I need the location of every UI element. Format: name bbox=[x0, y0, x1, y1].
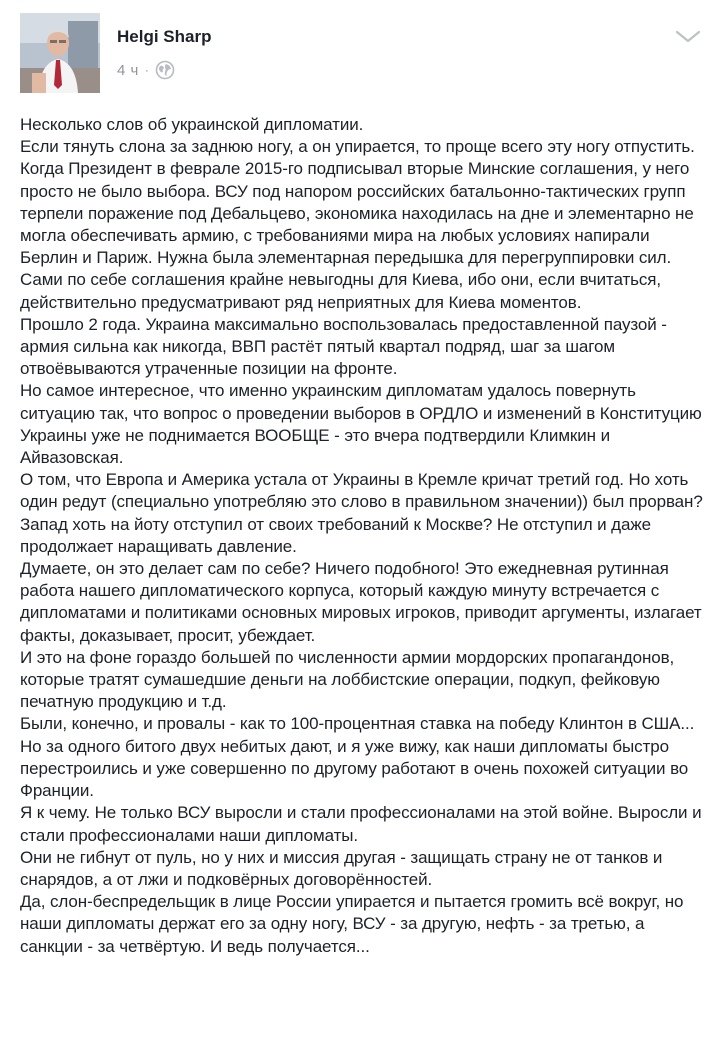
post-time[interactable]: 4 ч bbox=[117, 61, 139, 79]
chevron-down-icon[interactable] bbox=[674, 26, 702, 46]
post-paragraph: Прошло 2 года. Украина максимально воспользовалась предоставленной паузой - армия сильна как никогда, ВВП растёт пятый квартал подряд, шаг за шагом отвоёвываются утраченные позиции на фронте. bbox=[20, 314, 667, 379]
post-meta bbox=[117, 60, 175, 80]
post-paragraph: Я к чему. Не только ВСУ выросли и стали профессионалами на этой войне. Выросли и стали профессионалами наши дипломаты. bbox=[20, 803, 702, 845]
post-paragraph: Если тянуть слона за заднюю ногу, а он упирается, то проще всего эту ногу отпустить. bbox=[20, 137, 695, 157]
author-name[interactable]: Helgi Sharp bbox=[117, 27, 212, 46]
post-paragraph: Но самое интересное, что именно украинским дипломатам удалось повернуть ситуацию так, что вопрос о проведении выборов в ОРДЛО и изменений в Конституцию Украины уже не поднимается ВООБЩЕ - это вчера подтвердили Климкин и Айвазовская. bbox=[20, 381, 702, 468]
post-text bbox=[20, 114, 710, 958]
post-paragraph: И это на фоне гораздо большей по численности армии мордорских пропагандонов, которые тратят сумашедшие деньги на лоббистские операции, подкуп, фейковую печатную продукцию и т.д. bbox=[20, 647, 675, 712]
globe-icon bbox=[155, 60, 175, 80]
post-paragraph: О том, что Европа и Америка устала от Украины в Кремле кричат третий год. Но хоть один редут (специально употребляю это слово в правильном значении)) был прорван? Запад хоть на йоту отступил от своих требований к Москве? Не отступил и даже продолжает наращивать давление. bbox=[20, 470, 703, 556]
post-paragraph: Они не гибнут от пуль, но у них и миссия другая - защищать страну не от танков и снарядов, а от лжи и подковёрных договорённостей. bbox=[20, 847, 663, 889]
post-paragraph: Да, слон-беспредельщик в лице России упирается и пытается громить всё вокруг, но наши дипломаты держат его за одну ногу, ВСУ - за другую, нефть - за третью, а санкции - за четвёртую. И ведь получается... bbox=[20, 892, 684, 956]
post-paragraph: Сами по себе соглашения крайне невыгодны для Киева, ибо они, если вчитаться, действительно предусматривают ряд неприятных для Киева моментов. bbox=[20, 270, 662, 312]
post-paragraph: Когда Президент в феврале 2015-го подписывал вторые Минские соглашения, у него просто не было выбора. ВСУ под напором российских батальонно-тактических групп терпели поражение под Дебальцево, экономика находилась на дне и элементарно не могла обеспечивать армию, с требованиями мира на любых условиях напирали Берлин и Париж. Нужна была элементарная передышка для перегруппировки сил. bbox=[20, 159, 694, 268]
post-header bbox=[0, 0, 720, 100]
author-avatar[interactable] bbox=[20, 13, 100, 93]
meta-separator: · bbox=[144, 63, 149, 77]
post-paragraph: Были, конечно, и провалы - как то 100-процентная ставка на победу Клинтон в США... Но за одного битого двух небитых дают, и я уже вижу, как наши дипломаты быстро перестроились и уже совершенно по другому работают в очень похожей ситуации во Франции. bbox=[20, 714, 695, 801]
post-paragraph: Несколько слов об украинской дипломатии. bbox=[20, 115, 364, 134]
post-paragraph: Думаете, он это делает сам по себе? Ничего подобного! Это ежедневная рутинная работа нашего дипломатического корпуса, который каждую минуту встречается с дипломатами и политиками основных мировых игроков, приводит аргументы, излагает факты, доказывает, просит, убеждает. bbox=[20, 559, 702, 645]
